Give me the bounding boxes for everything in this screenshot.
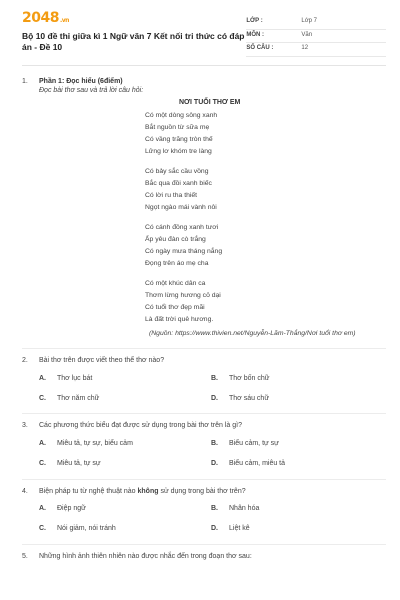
option-letter: C. <box>39 394 46 402</box>
poem-line: Đọng trên áo mẹ cha <box>145 259 209 267</box>
option-letter: C. <box>39 459 46 467</box>
question-3 <box>22 422 386 468</box>
meta-row-count <box>246 43 386 57</box>
option-a[interactable] <box>39 505 211 514</box>
option-text: Thơ bốn chữ <box>229 374 270 382</box>
meta-value: Lớp 7 <box>301 18 318 24</box>
option-b[interactable] <box>211 375 383 384</box>
option-a[interactable] <box>39 440 211 449</box>
poem-line: Lửng lơ khóm tre làng <box>145 147 212 155</box>
question-1 <box>22 78 386 339</box>
divider <box>22 413 386 414</box>
answer-options <box>39 375 386 404</box>
meta-key: LỚP : <box>246 18 263 24</box>
option-b[interactable] <box>211 440 383 449</box>
logo-suffix: .vn <box>59 17 69 24</box>
option-letter: B. <box>211 505 218 513</box>
answer-options <box>39 505 386 534</box>
option-b[interactable] <box>211 505 383 514</box>
exam-content <box>22 78 386 562</box>
poem-source: (Nguồn: https://www.thivien.net/Nguyễn-Lãm-Thắng/Nơi tuổi thơ em) <box>149 329 356 337</box>
instruction: Đọc bài thơ sau và trả lời câu hỏi: <box>39 87 144 95</box>
option-text: Thơ sáu chữ <box>229 394 270 402</box>
option-text: Nói giảm, nói tránh <box>57 525 116 533</box>
poem-line: Có bảy sắc cầu vồng <box>145 167 209 175</box>
option-letter: D. <box>211 525 218 533</box>
poem-stanza <box>145 222 386 270</box>
poem-line: Bắt nguồn từ sữa mẹ <box>145 123 210 131</box>
poem-line: Có cánh đồng xanh tươi <box>145 223 219 231</box>
poem-line: Là đất trời quê hương. <box>145 315 214 323</box>
option-text: Miêu tả, tự sự, biểu cảm <box>57 440 133 448</box>
option-letter: B. <box>211 440 218 448</box>
poem-line: Có một dòng sông xanh <box>145 111 218 119</box>
poem-stanza <box>145 166 386 214</box>
meta-value: 12 <box>301 45 309 51</box>
document-meta <box>246 16 386 57</box>
meta-key: MÔN : <box>246 31 265 38</box>
question-number: 1. <box>22 77 28 85</box>
option-c[interactable] <box>39 525 211 534</box>
option-text: Thơ lục bát <box>57 374 93 382</box>
meta-row-class <box>246 16 386 30</box>
poem-line: Ấp yêu đàn cò trắng <box>145 235 206 243</box>
option-c[interactable] <box>39 395 211 404</box>
header-left <box>22 10 246 53</box>
question-4 <box>22 488 386 534</box>
meta-key: SỐ CÂU : <box>246 45 274 51</box>
question-text-part: sử dụng trong bài thơ trên? <box>158 487 246 495</box>
option-letter: C. <box>39 525 46 533</box>
poem-line: Có ngày mưa tháng nắng <box>145 247 223 255</box>
option-letter: D. <box>211 459 218 467</box>
poem <box>145 99 386 326</box>
option-letter: A. <box>39 440 46 448</box>
question-number: 4. <box>22 487 28 495</box>
question-number: 5. <box>22 552 28 560</box>
question-2 <box>22 357 386 403</box>
option-letter: A. <box>39 505 46 513</box>
meta-value: Văn <box>301 31 313 38</box>
divider <box>22 544 386 545</box>
question-text: Những hình ảnh thiên nhiên nào được nhắc đến trong đoạn thơ sau: <box>39 552 252 560</box>
option-text: Biểu cảm, miêu tả <box>229 459 286 467</box>
question-text: Bài thơ trên được viết theo thể thơ nào? <box>39 357 165 365</box>
option-text: Điệp ngữ <box>57 505 86 513</box>
poem-line: Có lời ru tha thiết <box>145 191 198 199</box>
poem-title: NƠI TUỔI THƠ EM <box>179 99 241 106</box>
divider <box>22 479 386 480</box>
option-c[interactable] <box>39 460 211 469</box>
poem-line: Có tuổi thơ đẹp mãi <box>145 303 205 311</box>
part-title: Phần 1: Đọc hiểu (6điểm) <box>39 77 123 85</box>
option-letter: D. <box>211 394 218 402</box>
option-text: Liệt kê <box>229 525 250 533</box>
option-text: Thơ năm chữ <box>57 394 100 402</box>
poem-line: Bắc qua đồi xanh biếc <box>145 179 212 187</box>
question-text-part: Biện pháp tu từ nghệ thuật nào <box>39 487 138 495</box>
option-letter: B. <box>211 374 218 382</box>
question-number: 3. <box>22 422 28 430</box>
poem-line: Thơm lừng hương cỏ dại <box>145 291 221 299</box>
poem-line: Ngọt ngào mái vành nôi <box>145 203 217 211</box>
option-d[interactable] <box>211 460 383 469</box>
meta-row-subject <box>246 30 386 44</box>
question-text-emphasis: không <box>137 487 159 495</box>
option-letter: A. <box>39 374 46 382</box>
option-d[interactable] <box>211 525 383 534</box>
document-title: Bộ 10 đề thi giữa kì 1 Ngữ văn 7 Kết nối tri thức có đáp án - Đề 10 <box>22 30 245 52</box>
question-number: 2. <box>22 357 28 365</box>
divider <box>22 348 386 349</box>
option-d[interactable] <box>211 395 383 404</box>
logo-main: 2048 <box>22 10 59 26</box>
poem-stanza <box>145 110 386 158</box>
question-text <box>39 488 386 497</box>
site-logo[interactable] <box>22 10 246 28</box>
poem-line: Có một khúc dân ca <box>145 279 206 287</box>
option-text: Nhân hóa <box>229 505 260 513</box>
question-text: Các phương thức biểu đạt được sử dụng trong bài thơ trên là gì? <box>39 422 242 430</box>
header <box>22 10 386 66</box>
option-text: Miêu tả, tự sự <box>57 459 101 467</box>
option-a[interactable] <box>39 375 211 384</box>
answer-options <box>39 440 386 469</box>
poem-line: Có vầng trăng tròn thế <box>145 135 213 143</box>
poem-stanza <box>145 278 386 326</box>
question-5 <box>22 553 386 562</box>
option-text: Biểu cảm, tự sự <box>229 440 279 448</box>
